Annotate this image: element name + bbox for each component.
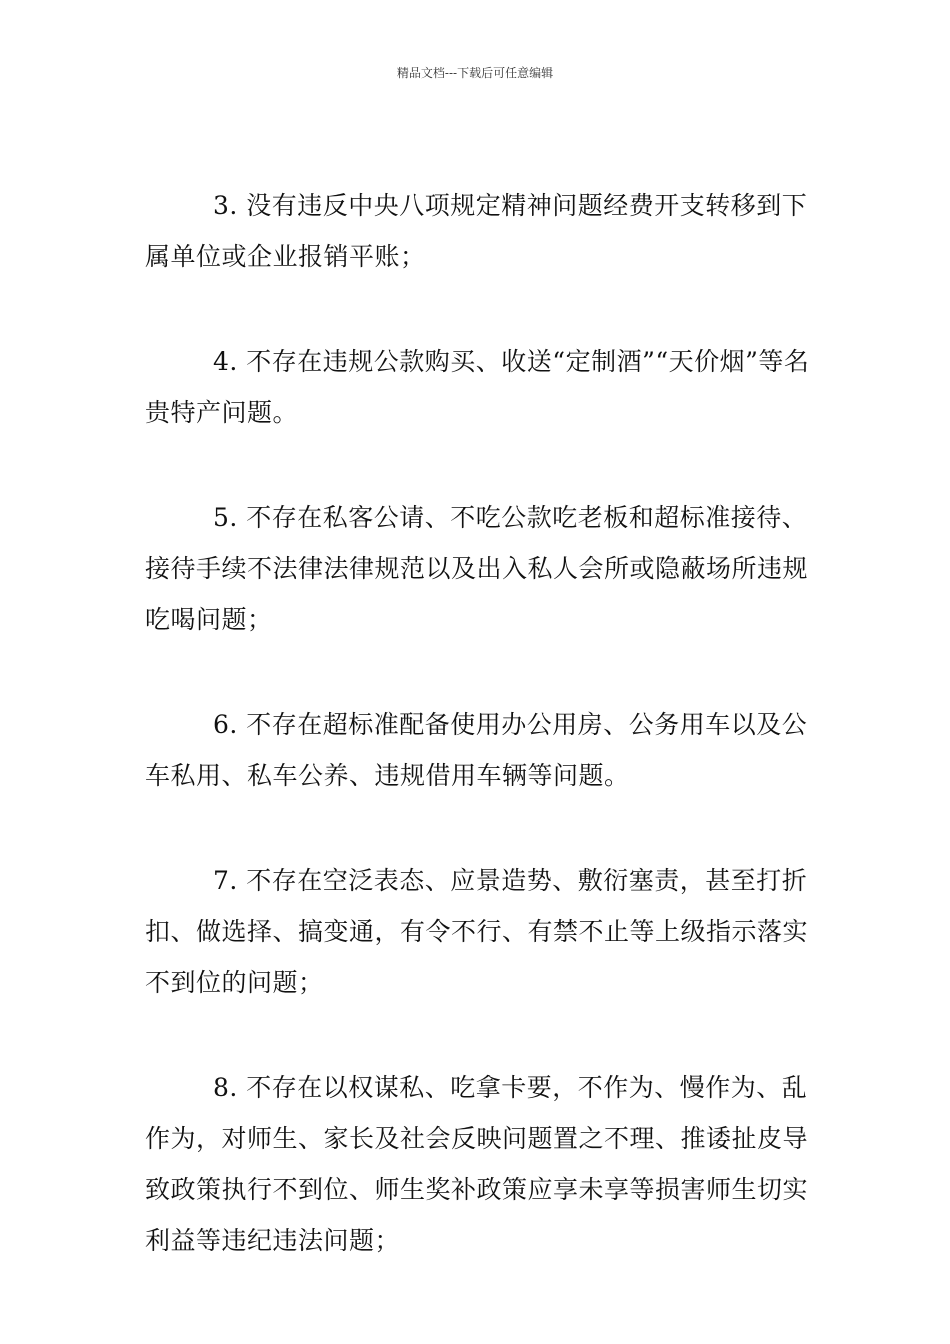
page-header: 精品文档---下载后可任意编辑 [396, 66, 554, 80]
paragraph-item-4: 4. 不存在违规公款购买、收送“定制酒”“天价烟”等名贵特产问题。 [145, 347, 810, 427]
paragraph-item-8: 8. 不存在以权谋私、吃拿卡要，不作为、慢作为、乱作为，对师生、家长及社会反映问题置之不理、推诿扯皮导致政策执行不到位、师生奖补政策应享未享等损害师生切实利益等违纪违法问题； [145, 1073, 809, 1255]
paragraph-item-5: 5. 不存在私客公请、不吃公款吃老板和超标准接待、接待手续不法律法律规范以及出入私人会所或隐蔽场所违规吃喝问题； [145, 503, 809, 634]
paragraph-item-6: 6. 不存在超标准配备使用办公用房、公务用车以及公车私用、私车公养、违规借用车辆等问题。 [145, 710, 808, 790]
paragraph-item-3: 3. 没有违反中央八项规定精神问题经费开支转移到下属单位或企业报销平账； [145, 191, 808, 271]
paragraph-item-7: 7. 不存在空泛表态、应景造势、敷衍塞责，甚至打折扣、做选择、搞变通，有令不行、有禁不止等上级指示落实不到位的问题； [145, 866, 809, 997]
document-body [145, 180, 810, 1320]
